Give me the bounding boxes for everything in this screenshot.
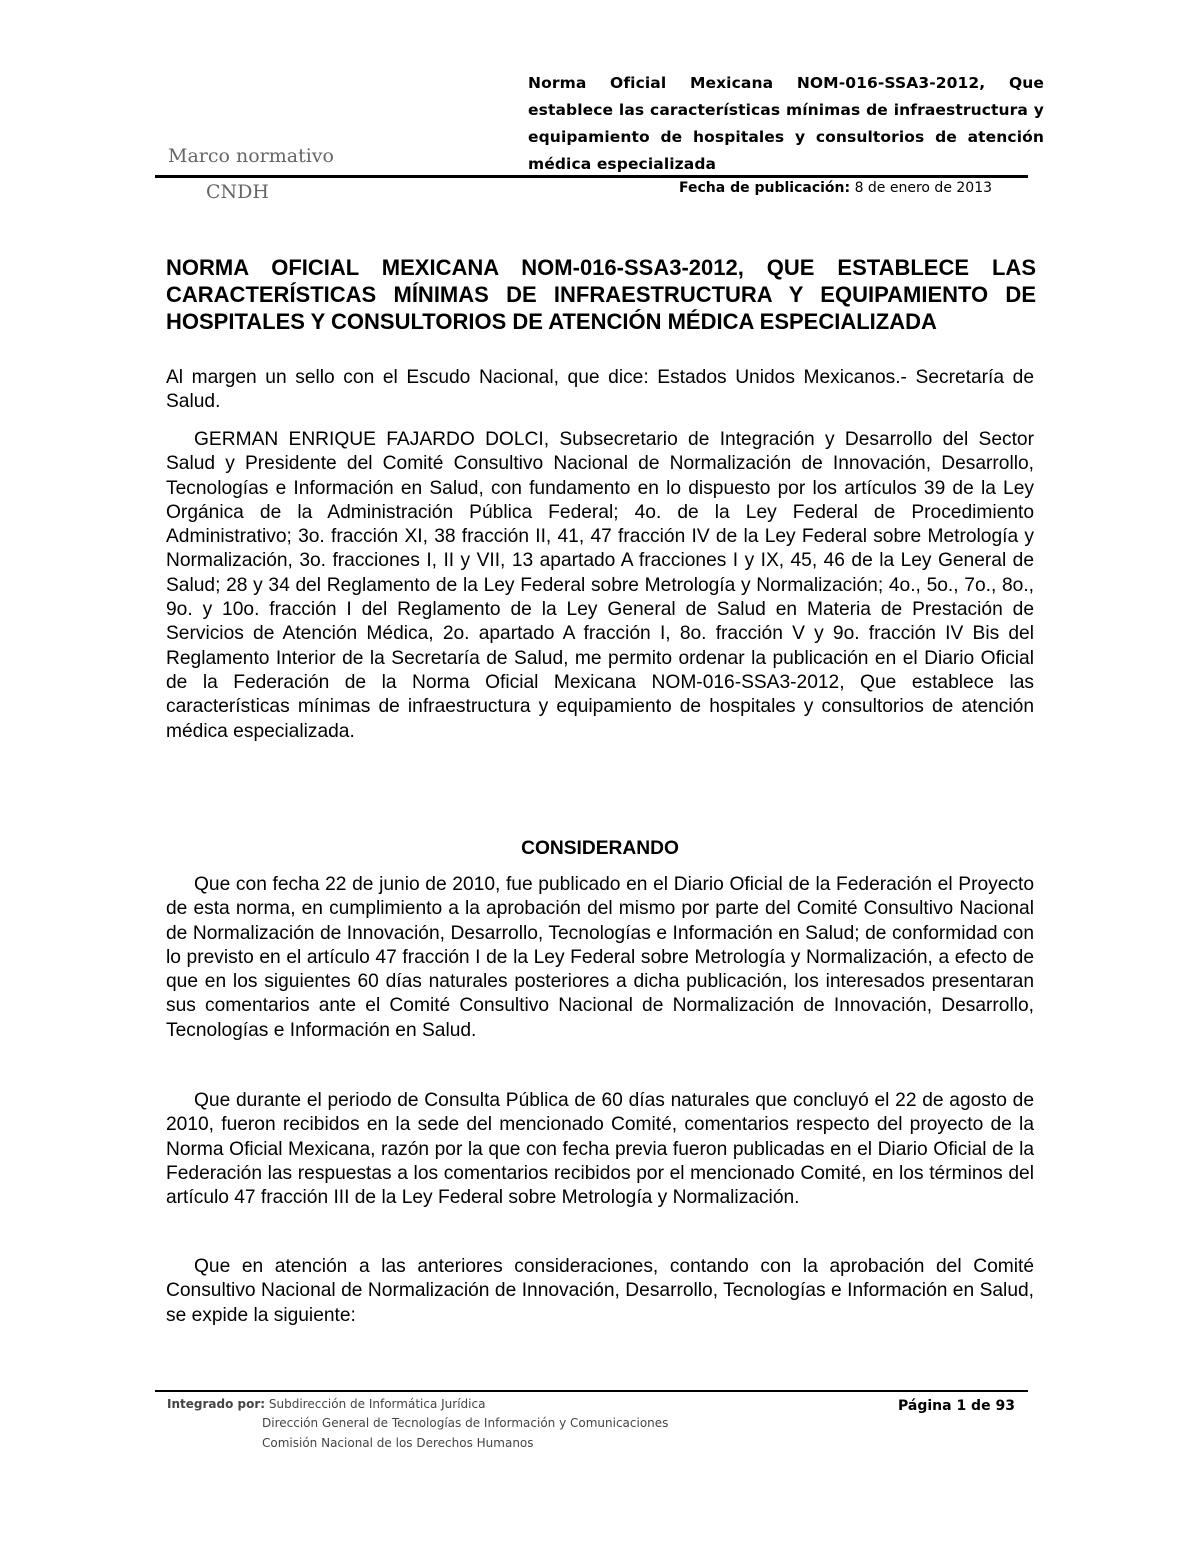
publication-date-label: Fecha de publicación: <box>679 180 851 196</box>
paragraph-considerando-3: Que en atención a las anteriores consideraciones, contando con la aprobación del Comité Consultivo Nacional de Normalización de Innovación, Desarrollo, Tecnologías e Información en Salud, se expide la siguiente: <box>166 1256 1034 1326</box>
footer-divider <box>155 1390 1028 1392</box>
footer-integrado-label: Integrado por: <box>167 1397 266 1411</box>
paragraph-seal: Al margen un sello con el Escudo Nacional, que dice: Estados Unidos Mexicanos.- Secretaría de Salud. <box>166 367 1034 413</box>
header-document-title: Norma Oficial Mexicana NOM-016-SSA3-2012, Que establece las características mínimas de infraestructura y equipamiento de hospitales y consultorios de atención médica especializada <box>528 74 1044 173</box>
document-title: NORMA OFICIAL MEXICANA NOM-016-SSA3-2012, QUE ESTABLECE LAS CARACTERÍSTICAS MÍNIMAS DE INFRAESTRUCTURA Y EQUIPAMIENTO DE HOSPITALES Y CONSULTORIOS DE ATENCIÓN MÉDICA ESPECIALIZADA <box>166 255 1036 334</box>
paragraph-preamble: GERMAN ENRIQUE FAJARDO DOLCI, Subsecretario de Integración y Desarrollo del Sector Salud y Presidente del Comité Consultivo Nacional de Normalización de Innovación, Desarrollo, Tecnologías e Información en Salud, con fundamento en lo dispuesto por los artículos 39 de la Ley Orgánica de la Administración Pública Federal; 4o. de la Ley Federal de Procedimiento Administrativo; 3o. fracción XI, 38 fracción II, 41, 47 fracción IV de la Ley Federal sobre Metrología y Normalización, 3o. fracciones I, II y VII, 13 apartado A fracciones I y IX, 45, 46 de la Ley General de Salud; 28 y 34 del Reglamento de la Ley Federal sobre Metrología y Normalización; 4o., 5o., 7o., 8o., 9o. y 10o. fracción I del Reglamento de la Ley General de Salud en Materia de Prestación de Servicios de Atención Médica, 2o. apartado A fracción I, 8o. fracción V y 9o. fracción IV Bis del Reglamento Interior de la Secretaría de Salud, me permito ordenar la publicación en el Diario Oficial de la Federación de la Norma Oficial Mexicana NOM-016-SSA3-2012, Que establece las características mínimas de infraestructura y equipamiento de hospitales y consultorios de atención médica especializada. <box>166 429 1034 742</box>
paragraph-considerando-2: Que durante el periodo de Consulta Pública de 60 días naturales que concluyó el 22 de agosto de 2010, fueron recibidos en la sede del mencionado Comité, comentarios respecto del proyecto de la Norma Oficial Mexicana, razón por la que con fecha previa fueron publicadas en el Diario Oficial de la Federación las respuestas a los comentarios recibidos por el mencionado Comité, en los términos del artículo 47 fracción III de la Ley Federal sobre Metrología y Normalización. <box>166 1090 1034 1209</box>
paragraph-considerando-1: Que con fecha 22 de junio de 2010, fue publicado en el Diario Oficial de la Federación el Proyecto de esta norma, en cumplimiento a la aprobación del mismo por parte del Comité Consultivo Nacional de Normalización de Innovación, Desarrollo, Tecnologías e Información en Salud; de conformidad con lo previsto en el artículo 47 fracción I de la Ley Federal sobre Metrología y Normalización, a efecto de que en los siguientes 60 días naturales posteriores a dicha publicación, los interesados presentaran sus comentarios ante el Comité Consultivo Nacional de Normalización de Innovación, Desarrollo, Tecnologías e Información en Salud. <box>166 874 1034 1041</box>
footer-commission: Comisión Nacional de los Derechos Humanos <box>262 1436 534 1450</box>
page-number: Página 1 de 93 <box>898 1398 1015 1414</box>
section-heading: CONSIDERANDO <box>521 838 679 859</box>
publication-date-value: 8 de enero de 2013 <box>854 180 993 196</box>
publication-date <box>679 180 992 196</box>
footer-integrado-value: Subdirección de Informática Jurídica <box>268 1397 486 1411</box>
footer-integrado <box>167 1397 485 1411</box>
header-section-label: Marco normativo <box>168 145 334 167</box>
footer-direction: Dirección General de Tecnologías de Información y Comunicaciones <box>262 1416 669 1430</box>
header-institution-label: CNDH <box>206 181 269 203</box>
header-divider <box>155 175 1028 178</box>
